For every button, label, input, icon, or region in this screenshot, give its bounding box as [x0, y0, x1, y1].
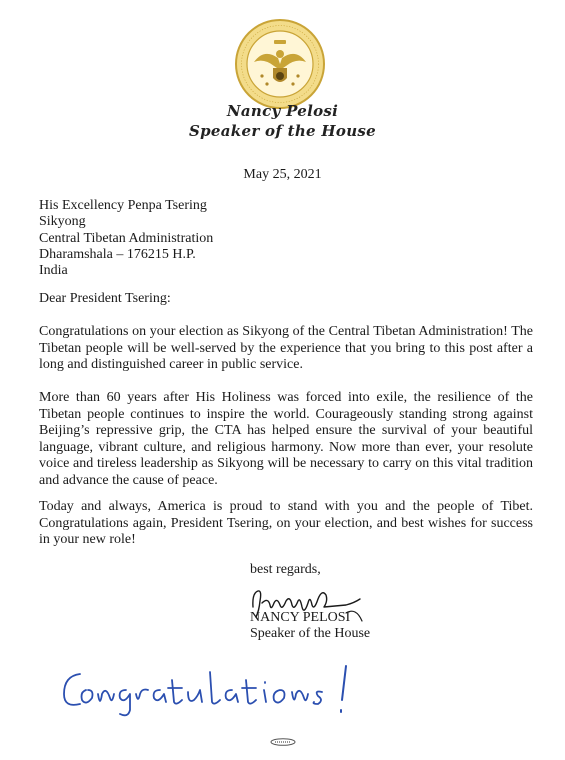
body-paragraph: Today and always, America is proud to stand with you and the people of Tibet. Congratulations again, President Tsering, on your election, and best wishes for success in your new role!: [39, 499, 533, 547]
body-paragraph: More than 60 years after His Holiness was forced into exile, the resilience of the Tibetan people continues to inspire the world. Courageously standing strong against Beijing’s repressive grip, the CTA has helped ensure the survival of your beautiful language, vibrant culture, and religious harmony. Now more than ever, your resolute voice and tireless leadership as Sikyong will be necessary to carry on this vital tradition and advance the cause of peace.: [39, 390, 533, 488]
body-paragraph: Congratulations on your election as Sikyong of the Central Tibetan Administration! The Tibetan people will be well-served by the experience that you bring to this post after a long and distinguished career in public service.: [39, 324, 533, 372]
recipient-line: His Excellency Penpa Tsering: [39, 198, 207, 213]
house-seal-icon: [234, 18, 326, 110]
handwritten-congratulations: [60, 660, 370, 722]
salutation: Dear President Tsering:: [39, 291, 171, 306]
valediction: best regards,: [250, 562, 321, 577]
recipient-line: India: [39, 263, 68, 279]
letterhead-name: Nancy Pelosi: [226, 102, 339, 120]
recipient-line: Dharamshala – 176215 H.P.: [39, 246, 196, 262]
union-label-icon: [270, 738, 296, 746]
recipient-address: [39, 198, 213, 279]
letterhead-title: Speaker of the House: [189, 122, 376, 140]
signer-name: NANCY PELOSI: [250, 610, 351, 625]
recipient-line: Sikyong: [39, 214, 86, 230]
recipient-line: Central Tibetan Administration: [39, 230, 214, 246]
letter-date: May 25, 2021: [243, 167, 322, 182]
signer-title: Speaker of the House: [250, 626, 371, 641]
